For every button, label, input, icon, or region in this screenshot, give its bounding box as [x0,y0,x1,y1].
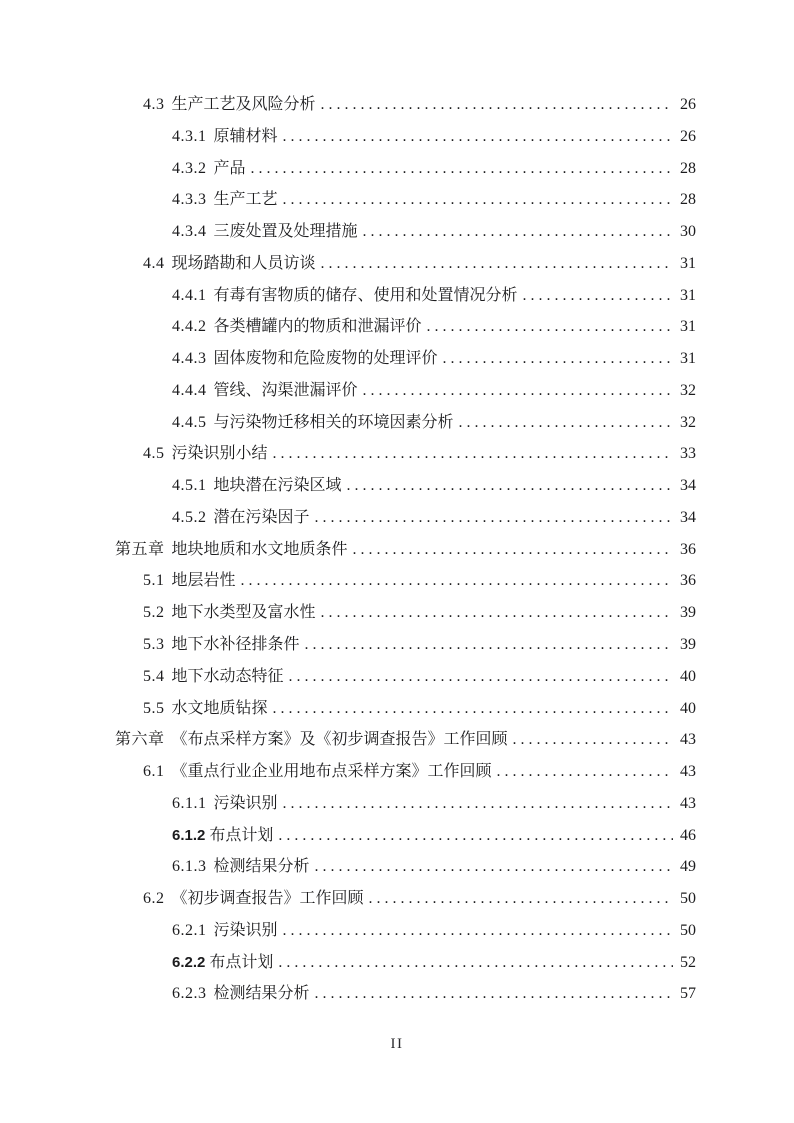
toc-entry-number: 4.5 [143,445,165,463]
toc-dotted-leader [289,661,673,693]
toc-entry-title: 检测结果分析 [213,858,310,876]
toc-entry[interactable] [115,915,696,947]
toc-entry-title: 现场踏勘和人员访谈 [171,254,316,272]
toc-entry-title: 固体废物和危险废物的处理评价 [213,350,438,368]
toc-entry[interactable] [115,788,696,820]
toc-entry[interactable] [115,438,696,470]
toc-entry-title: 生产工艺及风险分析 [171,96,316,113]
toc-dotted-leader [321,89,673,121]
toc-entry-page-number: 30 [680,223,696,241]
toc-entry-page-number: 43 [680,731,696,749]
toc-entry[interactable] [115,121,696,153]
toc-entry-page-number: 36 [680,540,696,558]
toc-entry-number: 4.4.4 [172,381,207,399]
toc-entry-number: 4.3.2 [172,159,207,177]
toc-entry-number: 4.4.1 [172,286,207,304]
toc-entry-page-number: 32 [680,381,696,399]
toc-entry-page-number: 49 [680,858,696,876]
toc-dotted-leader [278,820,673,852]
toc-entry[interactable] [115,565,696,597]
toc-entry[interactable] [115,216,696,248]
toc-entry-title: 与污染物迁移相关的环境因素分析 [213,413,454,431]
toc-entry[interactable] [115,629,696,661]
toc-entry-title: 地下水补径排条件 [171,636,300,654]
toc-entry-number: 5.4 [143,667,165,685]
toc-entry-number: 4.4.3 [172,350,207,368]
toc-entry[interactable] [115,820,696,852]
toc-entry[interactable] [115,502,696,534]
toc-entry-title: 《布点采样方案》及《初步调查报告》工作回顾 [171,731,508,749]
toc-entry[interactable] [115,311,696,343]
toc-entry-title: 布点计划 [209,953,274,971]
toc-entry-number: 6.1.3 [172,858,207,876]
toc-entry-title: 污染识别小结 [171,445,268,463]
toc-entry-page-number: 28 [680,159,696,177]
toc-entry-page-number: 57 [680,985,696,1003]
toc-entry-number: 6.1 [143,763,165,781]
toc-entry-title: 地下水类型及富水性 [171,604,316,622]
toc-entry-number: 4.5.2 [172,508,207,526]
toc-entry-page-number: 32 [680,413,696,431]
toc-entry[interactable] [115,756,696,788]
toc-entry[interactable] [115,89,696,121]
toc-entry-number: 4.4.2 [172,318,207,336]
toc-entry-title: 潜在污染因子 [213,508,310,526]
toc-entry-number: 4.4 [143,254,165,272]
toc-entry[interactable] [115,375,696,407]
toc-entry-page-number: 52 [680,953,696,971]
toc-entry-number: 5.1 [143,572,165,590]
toc-entry-title: 地块地质和水文地质条件 [171,540,348,558]
toc-entry-title: 污染识别 [213,921,278,939]
toc-dotted-leader [315,502,673,534]
toc-entry-number: 5.3 [143,636,165,654]
toc-entry-number: 4.3.1 [172,127,207,145]
toc-dotted-leader [278,947,673,979]
toc-entry-title: 产品 [213,159,246,177]
table-of-contents [115,89,696,1010]
toc-entry[interactable] [115,184,696,216]
toc-entry-page-number: 33 [680,445,696,463]
toc-entry-number: 5.5 [143,699,165,717]
toc-entry-title: 《重点行业企业用地布点采样方案》工作回顾 [171,763,492,781]
page-footer [0,1031,794,1057]
toc-entry[interactable] [115,947,696,979]
toc-entry[interactable] [115,724,696,756]
toc-entry-number: 6.1.1 [172,794,207,812]
toc-entry[interactable] [115,693,696,725]
toc-entry-page-number: 40 [680,667,696,685]
toc-entry-title: 地层岩性 [171,572,236,590]
toc-entry-page-number: 39 [680,604,696,622]
toc-entry[interactable] [115,470,696,502]
toc-entry-page-number: 26 [680,96,696,113]
toc-entry-number: 6.2.3 [172,985,207,1003]
toc-entry-page-number: 34 [680,477,696,495]
toc-entry-page-number: 43 [680,763,696,781]
toc-dotted-leader [315,851,673,883]
toc-entry[interactable] [115,153,696,185]
toc-entry-page-number: 28 [680,191,696,209]
toc-entry[interactable] [115,534,696,566]
toc-entry-title: 地块潜在污染区域 [213,477,342,495]
toc-entry-page-number: 40 [680,699,696,717]
toc-dotted-leader [363,216,673,248]
toc-dotted-leader [353,534,673,566]
toc-entry-page-number: 50 [680,921,696,939]
toc-entry[interactable] [115,597,696,629]
toc-entry-number: 4.5.1 [172,477,207,495]
toc-entry-title: 生产工艺 [213,191,278,209]
toc-entry[interactable] [115,883,696,915]
toc-entry-page-number: 43 [680,794,696,812]
toc-dotted-leader [283,788,673,820]
toc-entry-title: 各类槽罐内的物质和泄漏评价 [213,318,422,336]
toc-entry-page-number: 39 [680,636,696,654]
toc-entry-title: 三废处置及处理措施 [213,223,358,241]
toc-dotted-leader [283,121,673,153]
toc-entry-title: 地下水动态特征 [171,667,284,685]
toc-entry-title: 《初步调查报告》工作回顾 [171,890,364,908]
toc-entry-title: 有毒有害物质的储存、使用和处置情况分析 [213,286,518,304]
toc-dotted-leader [273,693,673,725]
toc-entry-page-number: 31 [680,254,696,272]
toc-entry-page-number: 31 [680,350,696,368]
toc-entry[interactable] [115,280,696,312]
toc-dotted-leader [315,978,673,1010]
toc-dotted-leader [283,184,673,216]
toc-dotted-leader [523,280,673,312]
toc-entry-title: 水文地质钻探 [171,699,268,717]
toc-entry-number: 第六章 [115,731,165,749]
toc-entry[interactable] [115,343,696,375]
toc-entry-title: 原辅材料 [213,127,278,145]
toc-entry[interactable] [115,248,696,280]
toc-entry-number: 6.2 [143,890,165,908]
footer-page-number: II [390,1036,404,1052]
toc-entry-page-number: 26 [680,127,696,145]
toc-dotted-leader [321,597,673,629]
toc-entry-number: 6.2.2 [172,953,206,971]
toc-entry-number: 4.3.4 [172,223,207,241]
toc-dotted-leader [363,375,673,407]
toc-entry-title: 污染识别 [213,794,278,812]
toc-entry[interactable] [115,978,696,1010]
toc-dotted-leader [513,724,673,756]
toc-dotted-leader [427,311,673,343]
toc-entry-number: 5.2 [143,604,165,622]
toc-entry-page-number: 36 [680,572,696,590]
toc-entry-page-number: 31 [680,286,696,304]
toc-entry-number: 第五章 [115,540,165,558]
toc-entry-page-number: 31 [680,318,696,336]
toc-entry[interactable] [115,661,696,693]
toc-entry-title: 检测结果分析 [213,985,310,1003]
toc-entry-number: 6.2.1 [172,921,207,939]
toc-entry-title: 布点计划 [209,826,274,844]
toc-entry-number: 4.3.3 [172,191,207,209]
toc-entry-number: 4.4.5 [172,413,207,431]
toc-entry-page-number: 46 [680,826,696,844]
toc-dotted-leader [443,343,673,375]
toc-entry[interactable] [115,851,696,883]
toc-entry[interactable] [115,407,696,439]
toc-dotted-leader [369,883,673,915]
toc-dotted-leader [241,565,673,597]
toc-entry-page-number: 50 [680,890,696,908]
toc-dotted-leader [283,915,673,947]
toc-dotted-leader [497,756,673,788]
toc-dotted-leader [305,629,673,661]
toc-entry-number: 4.3 [143,96,165,113]
toc-dotted-leader [347,470,673,502]
toc-entry-title: 管线、沟渠泄漏评价 [213,381,358,399]
toc-entry-page-number: 34 [680,508,696,526]
toc-dotted-leader [273,438,673,470]
toc-dotted-leader [251,153,673,185]
toc-entry-number: 6.1.2 [172,826,206,844]
toc-dotted-leader [321,248,673,280]
toc-dotted-leader [459,407,673,439]
